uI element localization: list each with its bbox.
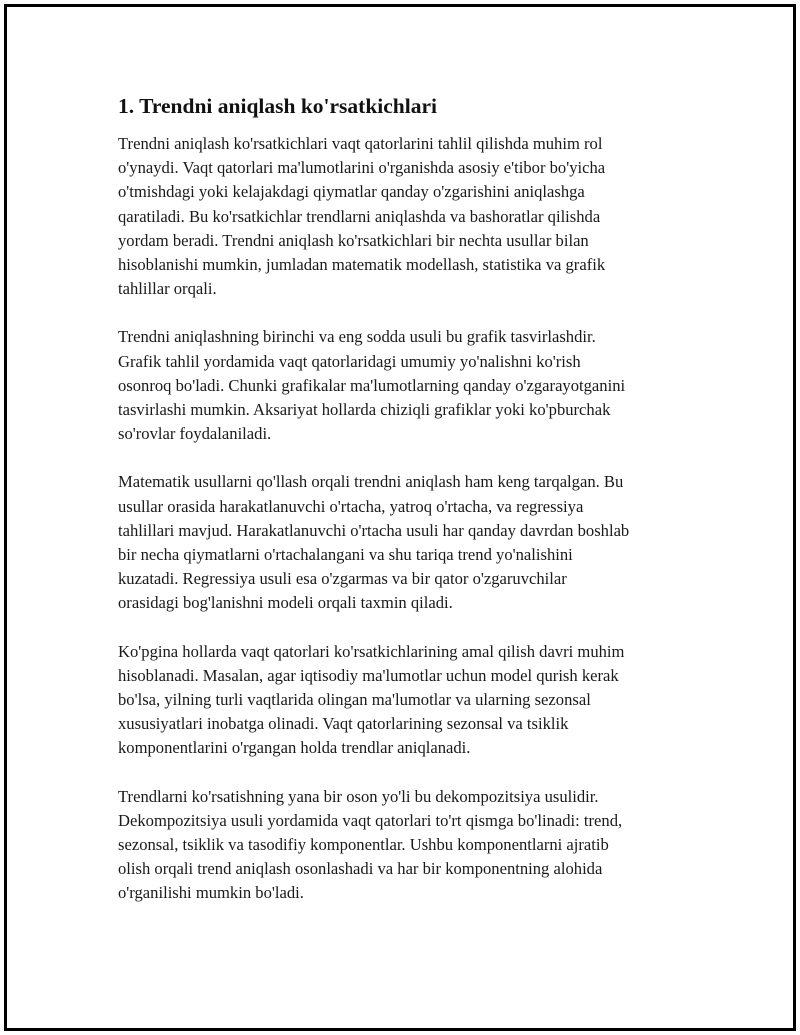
text-line: hisoblanadi. Masalan, agar iqtisodiy ma'lumotlar uchun model qurish kerak <box>118 665 619 685</box>
text-line: o'rganilishi mumkin bo'ladi. <box>118 883 304 903</box>
text-line: Trendlarni ko'rsatishning yana bir oson yo'li bu dekompozitsiya usulidir. <box>118 786 599 806</box>
text-line: hisoblanishi mumkin, jumladan matematik modellash, statistika va grafik <box>118 255 606 275</box>
text-line: Grafik tahlil yordamida vaqt qatorlaridagi umumiy yo'nalishni ko'rish <box>118 351 581 371</box>
text-line: Trendni aniqlashning birinchi va eng sodda usuli bu grafik tasvirlashdir. <box>118 327 596 347</box>
body-paragraph <box>118 470 688 615</box>
text-line: bir necha qiymatlarni o'rtachalangani va shu tariqa trend yo'nalishini <box>118 545 573 565</box>
text-line: xususiyatlari inobatga olinadi. Vaqt qatorlarining sezonsal va tsiklik <box>118 714 569 734</box>
body-paragraph <box>118 132 688 301</box>
section-heading: 1. Trendni aniqlash ko'rsatkichlari <box>118 94 438 118</box>
text-line: usullar orasida harakatlanuvchi o'rtacha, yatroq o'rtacha, va regressiya <box>118 496 584 516</box>
text-line: kuzatadi. Regressiya usuli esa o'zgarmas va bir qator o'zgaruvchilar <box>118 569 567 589</box>
text-line: tahlillar orqali. <box>118 279 217 299</box>
text-line: o'tmishdagi yoki kelajakdagi qiymatlar qanday o'zgarishini aniqlashga <box>118 182 585 202</box>
text-line: olish orqali trend aniqlash osonlashadi va har bir komponentning alohida <box>118 859 603 879</box>
text-line: tasvirlashi mumkin. Aksariyat hollarda chiziqli grafiklar yoki ko'pburchak <box>118 400 611 420</box>
text-line: Matematik usullarni qo'llash orqali trendni aniqlash ham keng tarqalgan. Bu <box>118 472 624 492</box>
body-paragraph <box>118 785 688 906</box>
body-paragraph <box>118 640 688 761</box>
text-line: komponentlarini o'rgangan holda trendlar aniqlanadi. <box>118 738 471 758</box>
paragraph-list <box>118 132 688 906</box>
text-line: bo'lsa, yilning turli vaqtlarida olingan ma'lumotlar va ularning sezonsal <box>118 690 591 710</box>
body-paragraph <box>118 325 688 446</box>
text-line: Trendni aniqlash ko'rsatkichlari vaqt qatorlarini tahlil qilishda muhim rol <box>118 134 603 153</box>
text-line: Ko'pgina hollarda vaqt qatorlari ko'rsatkichlarining amal qilish davri muhim <box>118 641 625 661</box>
text-line: yordam beradi. Trendni aniqlash ko'rsatkichlari bir nechta usullar bilan <box>118 230 589 250</box>
text-line: sezonsal, tsiklik va tasodifiy komponentlar. Ushbu komponentlarni ajratib <box>118 835 609 855</box>
text-line: o'ynaydi. Vaqt qatorlari ma'lumotlarini o'rganishda asosiy e'tibor bo'yicha <box>118 158 606 178</box>
text-line: osonroq bo'ladi. Chunki grafikalar ma'lumotlarning qanday o'zgarayotganini <box>118 375 626 395</box>
text-line: Dekompozitsiya usuli yordamida vaqt qatorlari to'rt qismga bo'linadi: trend, <box>118 810 623 830</box>
text-line: orasidagi bog'lanishni modeli orqali taxmin qiladi. <box>118 593 453 613</box>
text-line: qaratiladi. Bu ko'rsatkichlar trendlarni aniqlashda va bashoratlar qilishda <box>118 206 601 226</box>
document-content <box>118 92 688 930</box>
text-line: so'rovlar foydalaniladi. <box>118 424 272 444</box>
text-line: tahlillari mavjud. Harakatlanuvchi o'rtacha usuli har qanday davrdan boshlab <box>118 520 630 540</box>
